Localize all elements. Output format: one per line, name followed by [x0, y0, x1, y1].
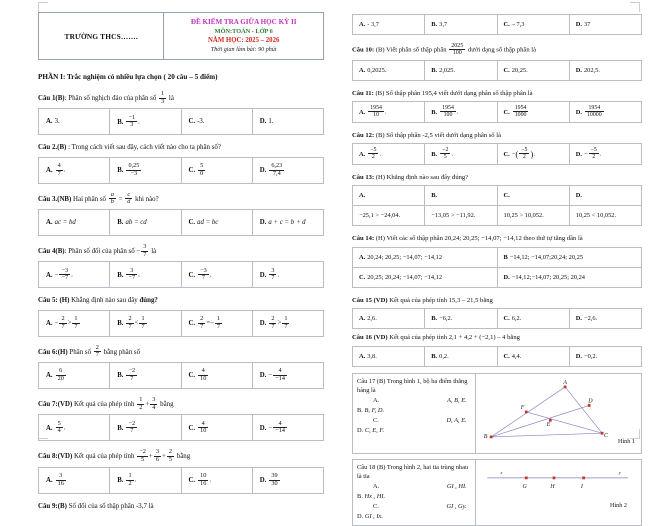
question-4-options	[38, 261, 324, 288]
question-15-options	[352, 308, 642, 329]
figure-1-point-D: D	[587, 398, 593, 405]
option-c[interactable]: C. $\frac{4}{10}$	[181, 363, 252, 389]
question-1-number: Câu 1(B)	[38, 94, 65, 102]
question-1-text: : Phân số nghịch đảo của phân số	[64, 94, 157, 102]
option-b[interactable]: B. ab = cd	[110, 210, 181, 236]
question-13-options	[352, 185, 642, 226]
option-b[interactable]: B. B, F, D.	[357, 406, 385, 414]
question-16-options	[352, 346, 642, 367]
option-b[interactable]: B. $\frac{1954}{100}$ .	[425, 102, 497, 122]
option-b[interactable]: B. $\frac{-2}{7}$	[110, 363, 181, 389]
question-8-stem	[38, 449, 324, 463]
option-a[interactable]: A. 20,24; 20,25; −14,07; −14,12	[353, 247, 498, 267]
question-6-text: Phân số	[67, 348, 92, 356]
option-a[interactable]: A. - 3,7	[353, 15, 425, 35]
question-5-bold-tail: đúng?	[139, 297, 158, 305]
figure-1-point-A: A	[562, 379, 567, 386]
figure-1-point-B: B	[483, 433, 488, 440]
question-3-fraction-1: $\frac{a}{b}$	[110, 190, 114, 206]
question-9-number: Câu 9:	[38, 502, 58, 510]
option-c[interactable]: C. $\frac{2}{7}$ =− $\frac{1}{7}$	[181, 310, 252, 336]
question-8-text: Kết quả của phép tính	[72, 453, 135, 461]
question-9-options	[352, 14, 642, 35]
option-c[interactable]: C. D, A, E.	[373, 416, 467, 424]
question-7-fraction-1: $\frac{1}{2}$	[139, 396, 143, 411]
question-2-stem	[38, 143, 324, 153]
option-c[interactable]: C. GI , Gy.	[373, 502, 467, 510]
figure-1-diagram	[480, 377, 637, 445]
school-name: TRƯỜNG THCS…….	[39, 13, 164, 60]
question-16-text: Kết quả của phép tính 2,1 + 4,2 + (−2,1) – 4 bằng	[387, 334, 520, 342]
question-3-tail: khi nào?	[135, 195, 159, 203]
question-10-tail: dưới dạng số thập phân là	[468, 46, 537, 54]
option-c[interactable]: C. $\frac{10}{16}$ .	[181, 467, 252, 493]
figure-1-caption: Hình 1	[617, 437, 635, 445]
question-7-level: (VD)	[57, 400, 73, 408]
question-8-plus-1: +	[148, 453, 153, 461]
option-d-label[interactable]: D.	[569, 186, 641, 206]
option-c[interactable]: C. $\frac{5}{0}$	[181, 157, 252, 183]
option-a[interactable]: A. 0,2025.	[353, 60, 425, 80]
question-18-text: Trong hình 2, hai tia trùng nhau là tia	[357, 463, 469, 481]
part-1-title: PHẦN I: Trắc nghiệm có nhiều lựa chọn ( 20 câu – 5 điểm)	[38, 73, 218, 82]
question-18-text-cell	[353, 459, 476, 525]
option-c[interactable]: 10,25 > 10,052.	[497, 206, 569, 226]
question-17-options	[357, 396, 471, 436]
question-4-sign: −	[136, 247, 141, 255]
option-b[interactable]: B. $\frac{-1}{3}$ .	[110, 109, 181, 135]
question-13-stem	[352, 173, 642, 183]
exam-title: ĐỀ KIỂM TRA GIỮA HỌC KỲ II	[190, 18, 297, 26]
option-a[interactable]: A. 3,8.	[353, 346, 425, 366]
question-10-fraction: $\frac{2025}{100}$	[451, 43, 464, 57]
option-d[interactable]: D. − $\frac{4}{-14}$	[252, 363, 323, 389]
option-d[interactable]: D. $\frac{6,23}{7,4}$	[252, 157, 323, 183]
question-3-text: Hai phân số	[71, 195, 106, 203]
option-b[interactable]: B. 2,025.	[425, 60, 497, 80]
question-8-number: Câu 8:	[38, 453, 58, 461]
option-d[interactable]: D. $\frac{2}{7}$ > $\frac{1}{7}$	[252, 310, 323, 336]
question-2-text: : Trong cách viết sau đây, cách viết nào cho ta phân số?	[66, 144, 221, 152]
option-a[interactable]: A. 2,6.	[353, 309, 425, 329]
option-a[interactable]: −25,1 > −24,04.	[353, 206, 425, 226]
question-11-number: Câu 11:	[352, 89, 374, 97]
exam-duration: Thời gian làm bài: 90 phút	[210, 47, 277, 54]
question-8-options	[38, 467, 324, 494]
figure-2-point-H: H	[550, 483, 555, 490]
question-9-stem	[38, 502, 324, 512]
question-5-text: Khẳng định nào sau đây	[69, 297, 140, 305]
left-column	[0, 0, 330, 510]
question-7-stem	[38, 397, 324, 411]
question-15-number: Câu 15 (VD)	[352, 296, 388, 304]
question-7-tail: bằng	[160, 400, 174, 408]
question-7-options	[38, 414, 324, 441]
question-11-text: Số thập phân 195,4 viết dưới dạng phân số thập phân là	[384, 89, 533, 97]
question-15-text: Kết quả của phép tính 15,3 – 21,5 bằng	[387, 296, 493, 304]
option-b[interactable]: −13,05 > −11,92.	[425, 206, 497, 226]
question-5-stem	[38, 296, 324, 306]
question-4-stem	[38, 244, 324, 258]
option-a[interactable]: A. $\frac{3}{16}$	[39, 467, 110, 493]
question-13-number: Câu 13:	[352, 173, 375, 181]
figure-2-label-y: y	[618, 469, 621, 475]
question-2-number: Câu 2.(B)	[38, 144, 67, 152]
question-18-figure-cell	[475, 459, 641, 525]
option-d[interactable]: D. $\frac{3}{7}$ .	[252, 262, 323, 288]
question-9-level: (B)	[57, 502, 67, 510]
question-13-text: Khẳng định nào sau đây	[384, 173, 453, 181]
figure-2-caption: Hình 2	[609, 501, 627, 509]
school-year: NĂM HỌC: 2025 – 2026	[208, 37, 280, 45]
question-6-number: Câu 6:	[38, 348, 58, 356]
option-b[interactable]: B. 3,7	[425, 15, 497, 35]
figure-1-point-F: F	[520, 404, 525, 411]
option-a[interactable]: A. GI , HI.	[373, 482, 467, 490]
question-17-number: Câu 17 (B)	[357, 377, 386, 385]
option-b[interactable]: B. $\frac{1}{2}$ .	[110, 467, 181, 493]
question-13-bold-tail: đúng?	[452, 173, 469, 181]
option-c[interactable]: C. 4,4.	[497, 346, 569, 366]
figure-2-point-I: I	[580, 483, 583, 490]
question-8-fraction-2: $\frac{3}{6}$	[155, 448, 159, 464]
question-11-options	[352, 101, 642, 122]
question-12-number: Câu 12:	[352, 131, 375, 139]
question-17-block	[352, 373, 642, 454]
question-5-level: (H)	[59, 297, 70, 305]
option-b[interactable]: B. Hx , HI.	[357, 492, 386, 500]
option-c[interactable]: C. $\frac{1954}{1000}$	[497, 102, 569, 122]
option-a-label[interactable]: A.	[353, 186, 425, 206]
question-6-fraction: $\frac{2}{7}$	[95, 343, 99, 359]
exam-header-table	[38, 12, 324, 60]
question-14-text: Viết các số thập phân 20,24; 20,25; −14,07; −14,12 theo thứ tự tăng dần là	[384, 235, 583, 243]
question-12-text: Số thập phân -2,5 viết dưới dạng phân số là	[384, 131, 502, 139]
question-7-fraction-2: $\frac{3}{4}$	[152, 396, 156, 411]
question-1-tail: là	[168, 94, 174, 102]
question-14-level: (H)	[375, 235, 385, 243]
question-8-fraction-3: $\frac{2}{5}$	[168, 448, 173, 464]
question-1-stem	[38, 91, 324, 105]
question-4-number: Câu 4(B)	[38, 247, 65, 255]
option-d[interactable]: D. − $\frac{4}{-14}$	[252, 415, 323, 441]
question-1-options	[38, 108, 324, 135]
option-b[interactable]: B −14,12; −14,07;20,24; 20,25	[497, 247, 642, 267]
question-17-text: Trong hình 1, bộ ba điểm thẳng hàng là	[357, 377, 468, 395]
option-a[interactable]: A. $\frac{4}{7}$ .	[39, 157, 110, 183]
question-3-number: Câu 3.(NB)	[38, 195, 72, 203]
question-18-number: Câu 18 (B)	[357, 463, 386, 471]
option-d[interactable]: D. GI , Ix.	[357, 512, 383, 520]
question-18-options	[357, 482, 471, 522]
option-d[interactable]: D. −14,12;−14,07; 20,25; 20,24	[497, 267, 642, 287]
question-17-text-cell	[353, 373, 476, 453]
question-10-number: Câu 10:	[352, 46, 375, 54]
option-b[interactable]: B. $\frac{2}{7}$ < $\frac{1}{7}$	[110, 310, 181, 336]
question-10-level: (B)	[375, 46, 385, 54]
option-d[interactable]: D. $\frac{39}{30}$	[252, 467, 323, 493]
option-a[interactable]: A. A, B, E.	[373, 396, 467, 404]
option-c[interactable]: C. 20,25; 20,24; −14,07; −14,12	[353, 267, 498, 287]
option-d[interactable]: D. −2,6.	[569, 309, 641, 329]
option-b-label[interactable]: B.	[425, 186, 497, 206]
question-6-level: (H)	[57, 348, 68, 356]
exam-subject: MÔN:TOÁN - LỚP 6	[214, 28, 273, 36]
figure-1-point-E: E	[546, 421, 551, 428]
question-8-level: (VD)	[57, 453, 73, 461]
question-3-equals: =	[118, 195, 123, 203]
figure-2-label-x: x	[500, 469, 503, 475]
question-12-stem	[352, 131, 642, 141]
option-c[interactable]: C. $\frac{4}{10}$	[181, 415, 252, 441]
option-d[interactable]: D. a + c = b + d	[252, 210, 323, 236]
option-d[interactable]: D. $\frac{1954}{10000}$	[569, 102, 641, 122]
option-b[interactable]: B. −6,2.	[425, 309, 497, 329]
option-c[interactable]: C. 6,2.	[497, 309, 569, 329]
question-7-number: Câu 7:	[38, 400, 58, 408]
question-2-options	[38, 157, 324, 184]
question-14-number: Câu 14:	[352, 235, 375, 243]
option-a[interactable]: A. $\frac{1954}{10}$ .	[353, 102, 425, 122]
option-d[interactable]: D. −0,2.	[569, 346, 641, 366]
option-d[interactable]: D. 202,5.	[569, 60, 641, 80]
question-3-fraction-2: $\frac{c}{d}$	[127, 190, 131, 206]
question-8-tail: bằng	[176, 453, 191, 461]
question-18-block	[352, 459, 642, 526]
question-8-fraction-1: $\frac{-2}{5}$	[139, 448, 146, 464]
question-6-stem	[38, 345, 324, 359]
question-9-text: Số đối của số thập phân -3,7 là	[66, 502, 154, 510]
question-4-tail: là	[151, 247, 157, 255]
right-column	[330, 0, 650, 520]
option-a[interactable]: A. − $\frac{2}{7}$ > $\frac{1}{7}$	[39, 310, 110, 336]
figure-2-point-G: G	[522, 483, 527, 490]
question-7-plus: +	[145, 400, 150, 408]
option-d[interactable]: D. 1.	[252, 109, 323, 135]
question-13-level: (H)	[375, 173, 385, 181]
question-3-stem	[38, 192, 324, 206]
question-7-text: Kết quả của phép tính	[72, 400, 135, 408]
question-5-number: Câu 5:	[38, 297, 58, 305]
exam-header-info	[164, 13, 324, 60]
option-d[interactable]: D. C, E, F.	[357, 426, 385, 434]
option-b[interactable]: B. 0,2.	[425, 346, 497, 366]
question-17-figure-cell	[475, 373, 641, 453]
option-c[interactable]: C. $\frac{-3}{7}$ .	[181, 262, 252, 288]
question-5-options	[38, 310, 324, 337]
option-a[interactable]: A. − $\frac{-3}{-7}$ .	[39, 262, 110, 288]
option-d[interactable]: D. − $\frac{-5}{2}$ .	[569, 144, 641, 164]
question-3-options	[38, 209, 324, 236]
option-b[interactable]: B. $\frac{3}{-7}$ .	[110, 262, 181, 288]
question-4-text: : Phân số đối của phân số	[64, 247, 135, 255]
question-8-plus-2: +	[161, 453, 166, 461]
question-14-options	[352, 247, 642, 288]
option-a[interactable]: A. $\frac{5}{4}$ .	[39, 415, 110, 441]
option-c[interactable]: C. – 7,3	[497, 15, 569, 35]
question-6-tail: bằng phân số	[103, 348, 141, 356]
question-1-fraction: $\frac{1}{3}$	[161, 90, 165, 105]
question-6-options	[38, 362, 324, 389]
option-a[interactable]: A. ac = bd	[39, 210, 110, 236]
question-10-options	[352, 60, 642, 81]
question-11-stem	[352, 89, 642, 99]
question-12-level: (B)	[375, 131, 385, 139]
option-a[interactable]: A. $\frac{-5}{2}$ .	[353, 144, 425, 164]
question-14-stem	[352, 234, 642, 244]
option-a[interactable]: A. $\frac{6}{20}$	[39, 363, 110, 389]
question-12-options	[352, 143, 642, 164]
option-c[interactable]: C. −( $\frac{-5}{2}$ ).	[497, 144, 569, 164]
figure-1-point-C: C	[603, 432, 608, 439]
question-16-number: Câu 16 (VD)	[352, 334, 388, 342]
option-c[interactable]: C. -3.	[181, 109, 252, 135]
option-b[interactable]: B. $\frac{0,25}{-3}$	[110, 157, 181, 183]
option-c[interactable]: C. ad = bc	[181, 210, 252, 236]
question-10-text: Viết phân số thập phân	[384, 46, 447, 54]
option-b[interactable]: B. $\frac{-2}{5}$ .	[425, 144, 497, 164]
question-10-stem	[352, 43, 642, 57]
option-a[interactable]: A. 3.	[39, 109, 110, 135]
option-c[interactable]: C. 20,25.	[497, 60, 569, 80]
option-b[interactable]: B. $\frac{-2}{7}$	[110, 415, 181, 441]
question-15-stem	[352, 296, 642, 306]
question-4-fraction: $\frac{3}{7}$	[143, 243, 147, 258]
option-d[interactable]: 10,25 < 10,052.	[569, 206, 641, 226]
question-11-level: (B)	[375, 89, 385, 97]
option-d[interactable]: D. 37	[569, 15, 641, 35]
question-16-stem	[352, 333, 642, 343]
option-c-label[interactable]: C.	[497, 186, 569, 206]
